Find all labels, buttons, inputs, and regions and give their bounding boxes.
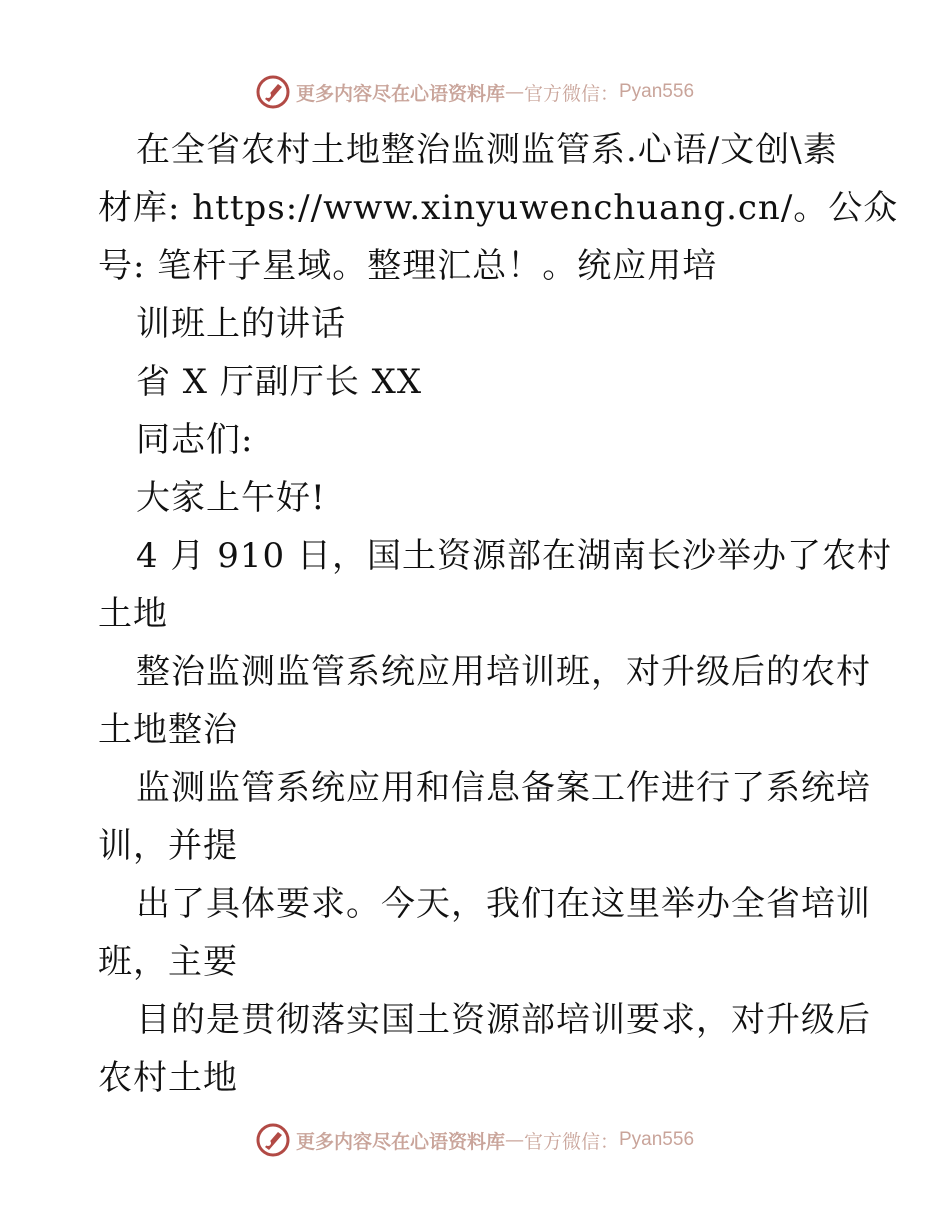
- doc-line: 在全省农村土地整治监测监管系.心语/文创\素: [136, 130, 838, 170]
- banner-wechat-id: Pyan556: [619, 81, 695, 102]
- doc-line: 省 X 厅副厅长 XX: [136, 362, 423, 402]
- banner-wechat-label: 官方微信：: [523, 1130, 619, 1153]
- document-body: [98, 121, 899, 1107]
- doc-line: 整治监测监管系统应用培训班，对升级后的农村: [136, 652, 871, 692]
- footer-banner: [0, 1120, 950, 1160]
- doc-line: 4 月 910 日，国土资源部在湖南长沙举办了农村: [136, 536, 892, 576]
- doc-line: 目的是贯彻落实国土资源部培训要求，对升级后: [136, 1000, 871, 1040]
- banner-site-text: 更多内容尽在心语资料库: [295, 82, 505, 105]
- brand-logo-icon: [256, 75, 290, 109]
- doc-line: 同志们:: [136, 420, 254, 460]
- doc-line: 训，并提: [98, 826, 238, 866]
- banner-wechat-id: Pyan556: [619, 1129, 695, 1150]
- banner-wechat-label: 官方微信：: [523, 82, 619, 105]
- doc-line: 训班上的讲话: [136, 304, 346, 344]
- doc-line: 监测监管系统应用和信息备案工作进行了系统培: [136, 768, 871, 808]
- banner-separator: —: [504, 1129, 524, 1151]
- banner-separator: —: [504, 81, 524, 103]
- header-banner: [0, 72, 950, 112]
- doc-line: 土地: [98, 594, 168, 634]
- doc-line: 大家上午好!: [136, 478, 326, 518]
- doc-line: 材库: https://www.xinyuwenchuang.cn/。公众: [98, 188, 899, 228]
- brand-logo-icon: [256, 1123, 290, 1157]
- doc-line: 土地整治: [98, 710, 238, 750]
- doc-line: 号: 笔杆子星域。整理汇总！。统应用培: [98, 246, 718, 286]
- doc-line: 农村土地: [98, 1058, 238, 1098]
- doc-line: 班，主要: [98, 942, 238, 982]
- doc-line: 出了具体要求。今天，我们在这里举办全省培训: [136, 884, 871, 924]
- banner-site-text: 更多内容尽在心语资料库: [295, 1130, 505, 1153]
